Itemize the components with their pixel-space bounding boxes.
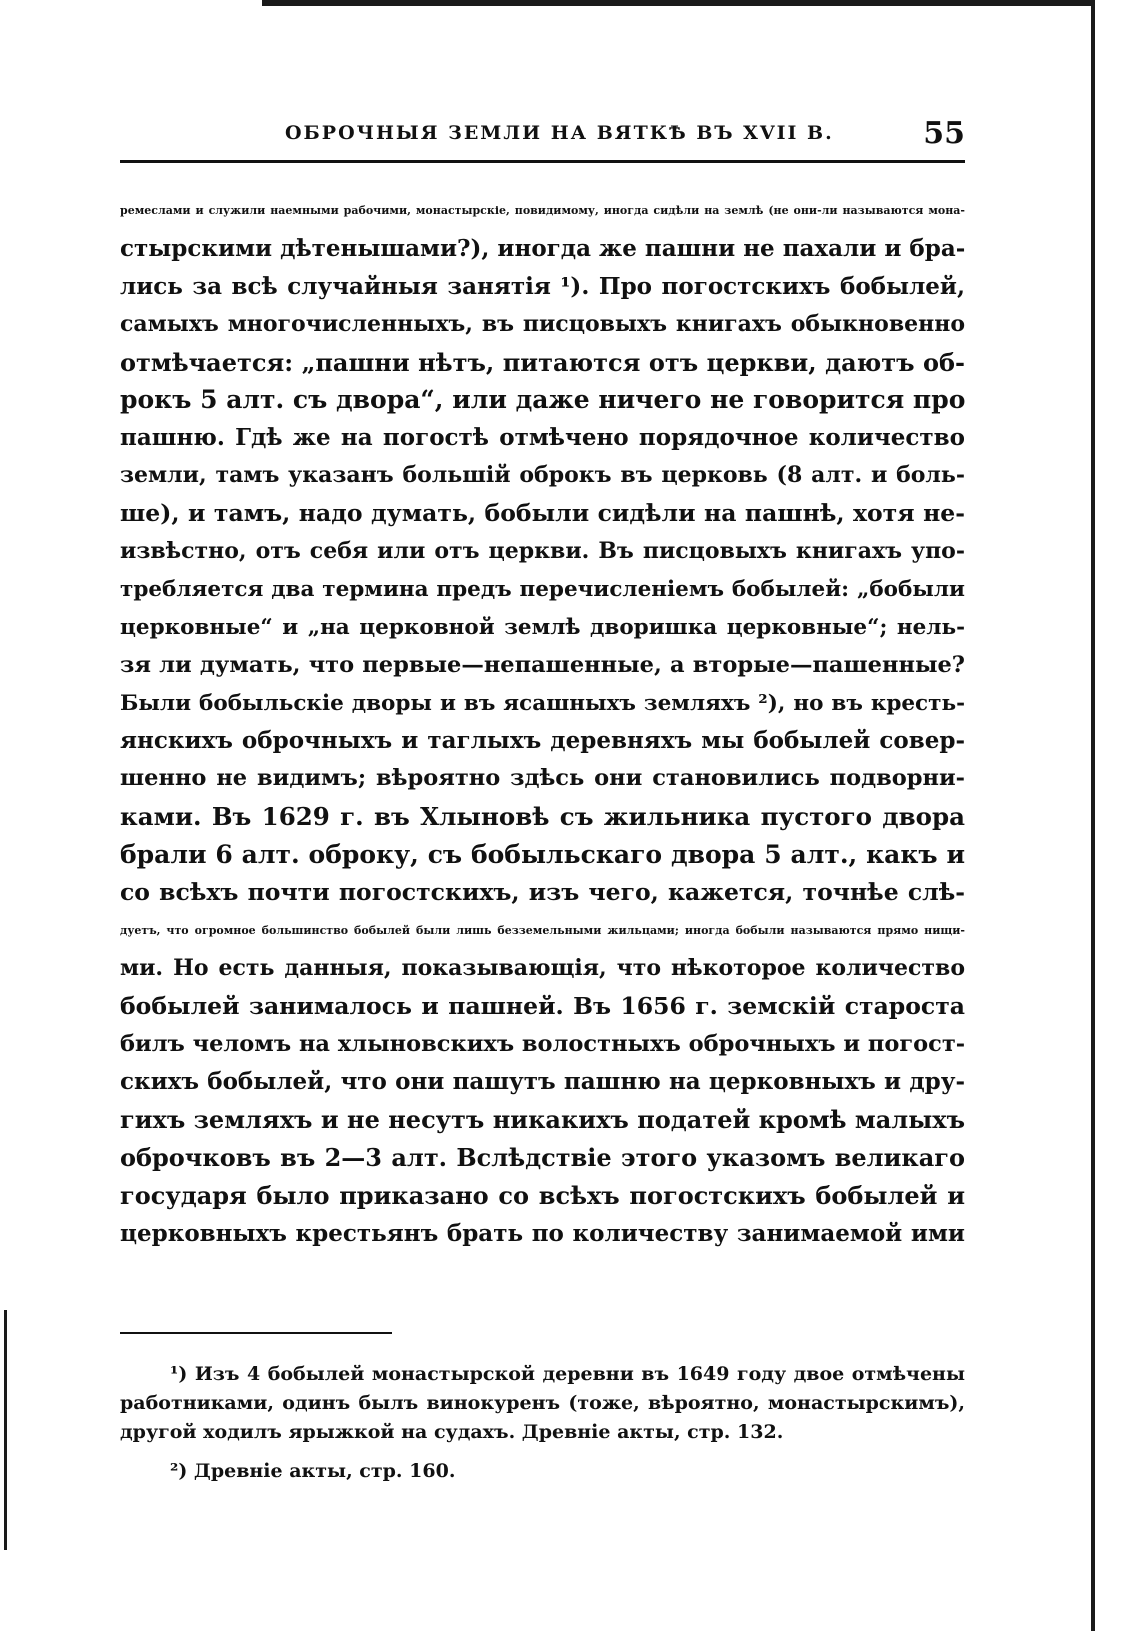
body-line: отмѣчается: „пашни нѣтъ, питаются отъ церкви, даютъ об- <box>120 347 965 377</box>
body-text <box>120 192 965 1253</box>
body-line: рокъ 5 алт. съ двора“, или даже ничего не говорится про <box>120 385 965 415</box>
header-rule <box>120 160 965 163</box>
body-line: шенно не видимъ; вѣроятно здѣсь они становились подворни- <box>120 765 965 792</box>
body-line: скихъ бобылей, что они пашутъ пашню на церковныхъ и дру- <box>120 1068 965 1096</box>
body-line: дуетъ, что огромное большинство бобылей были лишь безземельными жильцами; иногда бобыли называются прямо нищи- <box>120 923 965 937</box>
body-line: самыхъ многочисленныхъ, въ писцовыхъ книгахъ обыкновенно <box>120 310 965 337</box>
body-line: лись за всѣ случайныя занятія ¹). Про погостскихъ бобылей, <box>120 272 965 300</box>
page-number: 55 <box>923 116 965 151</box>
body-line: брали 6 алт. оброку, съ бобыльскаго двора 5 алт., какъ и <box>120 840 965 870</box>
body-line: ми. Но есть данныя, показывающія, что нѣкоторое количество <box>120 954 965 981</box>
page-edge-right <box>1091 0 1095 1631</box>
body-line: государя было приказано со всѣхъ погостскихъ бобылей и <box>120 1181 965 1211</box>
body-line: билъ челомъ на хлыновскихъ волостныхъ оброчныхъ и погост- <box>120 1030 965 1057</box>
body-line: ками. Въ 1629 г. въ Хлыновѣ съ жильника пустого двора <box>120 802 965 832</box>
footnote-1-line: ¹) Изъ 4 бобылей монастырской деревни въ 1649 году двое отмѣчены <box>170 1363 965 1385</box>
footnote-1-line: работниками, одинъ былъ винокуренъ (тоже, вѣроятно, монастырскимъ), <box>120 1392 965 1414</box>
body-line: церковныхъ крестьянъ брать по количеству занимаемой ими <box>120 1220 965 1248</box>
body-line: извѣстно, отъ себя или отъ церкви. Въ писцовыхъ книгахъ упо- <box>120 538 965 565</box>
page-edge-top <box>262 0 1094 6</box>
body-line: требляется два термина предъ перечисленіемъ бобылей: „бобыли <box>120 576 965 602</box>
body-line: пашню. Гдѣ же на погостѣ отмѣчено порядочное количество <box>120 424 965 452</box>
page-edge-left <box>4 1310 7 1550</box>
body-line: гихъ земляхъ и не несутъ никакихъ податей кромѣ малыхъ <box>120 1105 965 1135</box>
footnote-rule <box>120 1332 392 1334</box>
body-line: земли, тамъ указанъ большій оброкъ въ церковь (8 алт. и боль- <box>120 462 965 489</box>
body-line: ше), и тамъ, надо думать, бобыли сидѣли на пашнѣ, хотя не- <box>120 499 965 528</box>
body-line: церковные“ и „на церковной землѣ дворишка церковные“; нель- <box>120 614 965 640</box>
running-title: ОБРОЧНЫЯ ЗЕМЛИ НА ВЯТКѢ ВЪ XVII В. <box>285 122 834 144</box>
body-line: Были бобыльскіе дворы и въ ясашныхъ земляхъ ²), но въ кресть- <box>120 690 965 716</box>
body-line: ремеслами и служили наемными рабочими, монастырскіе, повидимому, иногда сидѣли на землѣ (не они-ли называются мона- <box>120 204 965 217</box>
body-line: зя ли думать, что первые—непашенные, а вторые—пашенные? <box>120 651 965 678</box>
body-line: оброчковъ въ 2—3 алт. Вслѣдствіе этого указомъ великаго <box>120 1143 965 1173</box>
footnote-1-line: другой ходилъ ярыжкой на судахъ. Древніе акты, стр. 132. <box>120 1421 784 1443</box>
footnote-2: ²) Древніе акты, стр. 160. <box>170 1460 456 1482</box>
body-line: стырскими дѣтенышами?), иногда же пашни не пахали и бра- <box>120 234 965 262</box>
body-line: со всѣхъ почти погостскихъ, изъ чего, кажется, точнѣе слѣ- <box>120 878 965 907</box>
body-line: янскихъ оброчныхъ и таглыхъ деревняхъ мы бобылей совер- <box>120 727 965 755</box>
footnotes <box>120 1360 965 1486</box>
body-line: бобылей занималось и пашней. Въ 1656 г. земскій староста <box>120 991 965 1020</box>
running-head <box>120 118 965 158</box>
